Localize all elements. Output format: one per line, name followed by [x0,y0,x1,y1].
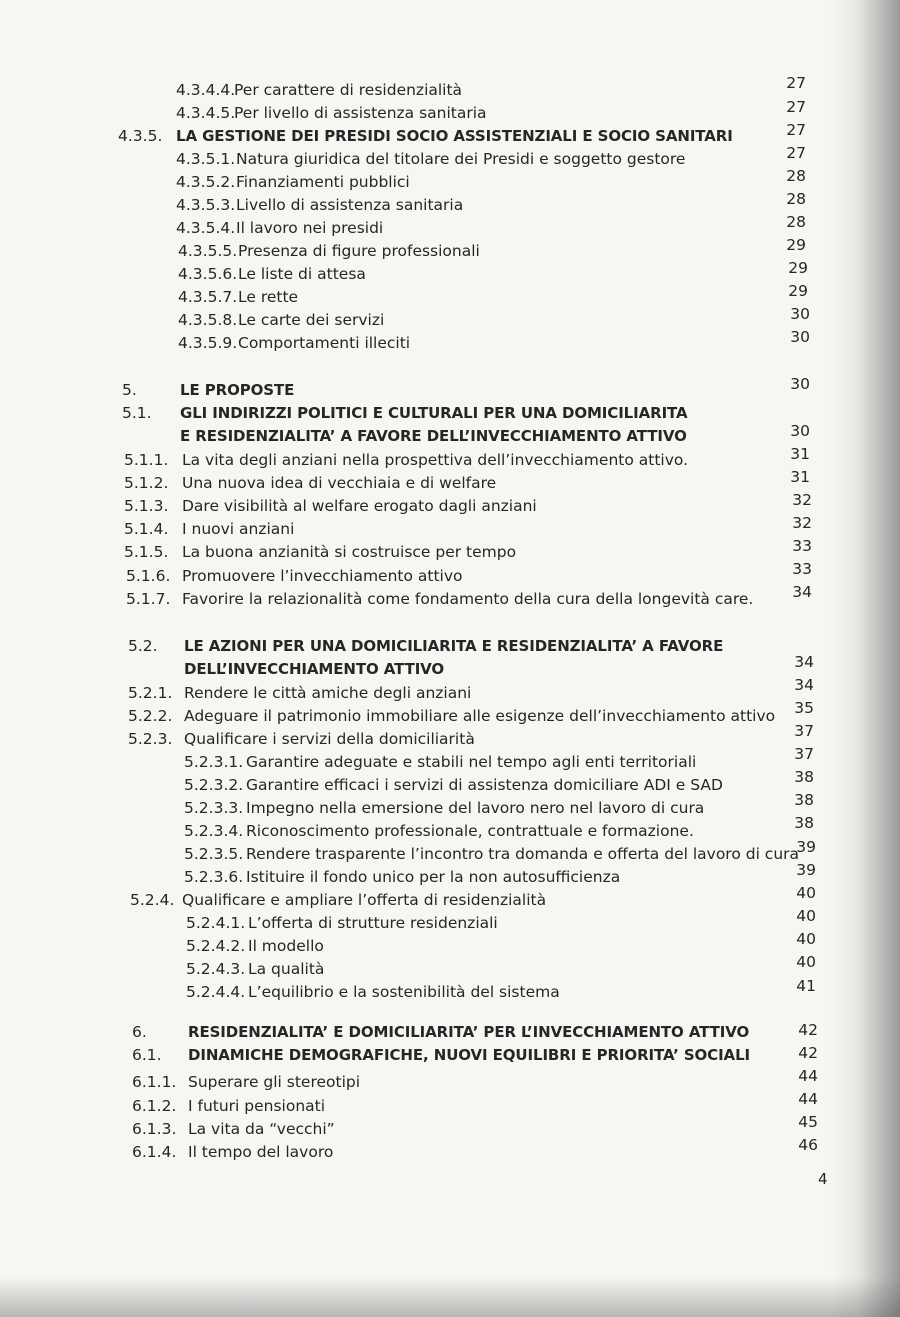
toc-entry-title: Garantire adeguate e stabili nel tempo agli enti territoriali [246,753,697,771]
toc-entry-number: 4.3.5.3. [176,196,236,214]
toc-page-number: 30 [790,375,810,393]
toc-entry-title: DELL’INVECCHIAMENTO ATTIVO [184,660,445,678]
toc-entry-number: 5.2.3.4. [184,822,244,840]
toc-entry-number: 6.1.1. [132,1073,177,1091]
toc-page-number: 40 [796,907,816,925]
toc-entry-number: 5. [122,381,137,399]
toc-page-number: 29 [788,259,808,277]
toc-page-number: 27 [786,144,806,162]
toc-page-number: 27 [786,74,806,92]
toc-entry-number: 5.1.1. [124,451,169,469]
toc-page-number: 39 [796,861,816,879]
toc-entry-title: Le rette [238,288,299,306]
toc-entry-number: 4.3.5.5. [178,242,238,260]
toc-entry-number: 5.1.3. [124,497,169,515]
toc-entry-title: Il tempo del lavoro [188,1143,334,1161]
toc-page-number: 28 [786,167,806,185]
toc-entry-title: La buona anzianità si costruisce per tempo [182,543,517,561]
toc-entry-title: Adeguare il patrimonio immobiliare alle esigenze dell’invecchiamento attivo [184,707,776,725]
toc-page-number: 44 [798,1090,818,1108]
toc-entry-number: 4.3.4.4. [176,81,236,99]
toc-page-number: 31 [790,445,810,463]
toc-entry-number: 5.2.3.3. [184,799,244,817]
toc-entry-number: 5.2.3.1. [184,753,244,771]
toc-page-number: 40 [796,884,816,902]
toc-page-number: 34 [794,653,814,671]
toc-entry-title: Garantire efficaci i servizi di assistenza domiciliare ADI e SAD [246,776,723,794]
toc-entry-number: 6.1.4. [132,1143,177,1161]
toc-entry-title: Presenza di figure professionali [238,242,480,260]
toc-entry-title: Il modello [248,937,324,955]
toc-entry-title: L’offerta di strutture residenziali [248,914,498,932]
toc-entry-title: Istituire il fondo unico per la non autosufficienza [246,868,621,886]
toc-entry-title: Qualificare e ampliare l’offerta di residenzialità [182,891,547,909]
toc-entry-title: Dare visibilità al welfare erogato dagli anziani [182,497,537,515]
toc-entry-title: Finanziamenti pubblici [236,173,410,191]
toc-entry-title: Promuovere l’invecchiamento attivo [182,567,463,585]
toc-entry-title: Le liste di attesa [238,265,366,283]
toc-entry-number: 6.1.3. [132,1120,177,1138]
toc-entry-number: 6. [132,1023,147,1041]
toc-page-number: 46 [798,1136,818,1154]
toc-entry-title: Qualificare i servizi della domiciliarità [184,730,475,748]
toc-entry-title: Rendere trasparente l’incontro tra domanda e offerta del lavoro di cura [246,845,800,863]
toc-entry-title: Favorire la relazionalità come fondamento della cura della longevità care. [182,590,754,608]
toc-entry-number: 5.2.4.2. [186,937,246,955]
toc-entry-number: 4.3.5.9. [178,334,238,352]
toc-entry-number: 6.1.2. [132,1097,177,1115]
toc-page-number: 27 [786,98,806,116]
toc-entry-title: La vita degli anziani nella prospettiva dell’invecchiamento attivo. [182,451,689,469]
scan-shadow-bottom [0,1277,900,1317]
toc-entry-title: I futuri pensionati [188,1097,326,1115]
toc-entry-title: DINAMICHE DEMOGRAFICHE, NUOVI EQUILIBRI E PRIORITA’ SOCIALI [188,1046,751,1064]
toc-entry-title: E RESIDENZIALITA’ A FAVORE DELL’INVECCHIAMENTO ATTIVO [180,427,687,445]
toc-entry-title: La qualità [248,960,325,978]
toc-entry-title: I nuovi anziani [182,520,295,538]
scan-shadow-right [830,0,900,1317]
toc-entry-title: Le carte dei servizi [238,311,385,329]
toc-entry-title: GLI INDIRIZZI POLITICI E CULTURALI PER UNA DOMICILIARITA [180,404,688,422]
toc-entry-title: Natura giuridica del titolare dei Presidi e soggetto gestore [236,150,686,168]
toc-page-number: 29 [786,236,806,254]
toc-entry-number: 4.3.5. [118,127,163,145]
page-number: 4 [818,1170,828,1188]
toc-entry-number: 5.1.2. [124,474,169,492]
toc-entry-title: Per carattere di residenzialità [234,81,463,99]
toc-entry-number: 5.2.1. [128,684,173,702]
toc-entry-title: Rendere le città amiche degli anziani [184,684,472,702]
toc-entry-title: Il lavoro nei presidi [236,219,384,237]
toc-page-number: 39 [796,838,816,856]
toc-entry-number: 5.2.3.5. [184,845,244,863]
toc-entry-number: 5.2.2. [128,707,173,725]
toc-entry-title: Comportamenti illeciti [238,334,411,352]
toc-entry-number: 5.1. [122,404,152,422]
toc-entry-number: 4.3.5.8. [178,311,238,329]
toc-entry-title: Una nuova idea di vecchiaia e di welfare [182,474,497,492]
toc-page-number: 30 [790,422,810,440]
toc-page-number: 37 [794,745,814,763]
toc-entry-number: 6.1. [132,1046,162,1064]
toc-entry-title: L’equilibrio e la sostenibilità del sistema [248,983,560,1001]
toc-entry-number: 5.2. [128,637,158,655]
toc-page-number: 33 [792,537,812,555]
toc-page-number: 40 [796,930,816,948]
toc-entry-title: Per livello di assistenza sanitaria [234,104,487,122]
toc-entry-number: 5.2.4. [130,891,175,909]
toc-entry-number: 5.1.7. [126,590,171,608]
toc-entry-number: 5.2.3.2. [184,776,244,794]
toc-page-number: 33 [792,560,812,578]
toc-page-number: 27 [786,121,806,139]
toc-entry-number: 4.3.5.1. [176,150,236,168]
toc-entry-number: 5.1.6. [126,567,171,585]
toc-entry-number: 4.3.5.4. [176,219,236,237]
toc-entry-number: 5.2.4.3. [186,960,246,978]
toc-page-number: 30 [790,328,810,346]
toc-page-number: 28 [786,190,806,208]
toc-page-number: 41 [796,977,816,995]
toc-page-number: 29 [788,282,808,300]
toc-entry-number: 4.3.5.2. [176,173,236,191]
toc-page-number: 38 [794,791,814,809]
toc-page-number: 34 [794,676,814,694]
toc-page-number: 38 [794,768,814,786]
toc-entry-number: 4.3.5.7. [178,288,238,306]
toc-page-number: 45 [798,1113,818,1131]
toc-page-number: 34 [792,583,812,601]
toc-entry-number: 4.3.4.5. [176,104,236,122]
toc-entry-number: 5.1.5. [124,543,169,561]
toc-page-number: 32 [792,514,812,532]
toc-page-number: 40 [796,953,816,971]
toc-page-number: 42 [798,1044,818,1062]
toc-page-number: 42 [798,1021,818,1039]
toc-entry-title: Riconoscimento professionale, contrattuale e formazione. [246,822,694,840]
toc-entry-title: LA GESTIONE DEI PRESIDI SOCIO ASSISTENZIALI E SOCIO SANITARI [176,127,733,145]
toc-page-number: 38 [794,814,814,832]
toc-page-number: 32 [792,491,812,509]
toc-entry-title: LE AZIONI PER UNA DOMICILIARITA E RESIDENZIALITA’ A FAVORE [184,637,724,655]
toc-entry-number: 5.2.4.4. [186,983,246,1001]
toc-page-number: 37 [794,722,814,740]
toc-page-number: 31 [790,468,810,486]
toc-entry-title: La vita da “vecchi” [188,1120,335,1138]
toc-entry-title: LE PROPOSTE [180,381,295,399]
toc-page-number: 30 [790,305,810,323]
toc-entry-number: 5.2.3.6. [184,868,244,886]
toc-entry-title: Impegno nella emersione del lavoro nero nel lavoro di cura [246,799,705,817]
toc-page-number: 35 [794,699,814,717]
toc-entry-title: RESIDENZIALITA’ E DOMICILIARITA’ PER L’INVECCHIAMENTO ATTIVO [188,1023,750,1041]
toc-entry-title: Livello di assistenza sanitaria [236,196,464,214]
toc-entry-number: 4.3.5.6. [178,265,238,283]
toc-entry-number: 5.2.4.1. [186,914,246,932]
toc-entry-number: 5.2.3. [128,730,173,748]
toc-page-number: 44 [798,1067,818,1085]
toc-page-number: 28 [786,213,806,231]
toc-entry-title: Superare gli stereotipi [188,1073,361,1091]
toc-entry-number: 5.1.4. [124,520,169,538]
